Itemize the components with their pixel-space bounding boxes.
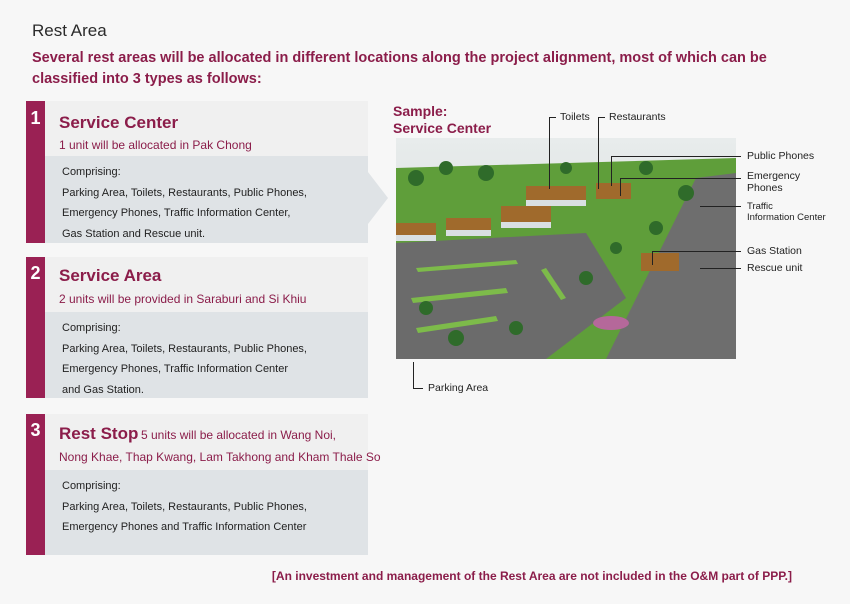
card-item: Parking Area, Toilets, Restaurants, Public Phones, (62, 342, 307, 355)
page-title: Rest Area (32, 21, 107, 40)
label-line: Information Center (747, 212, 826, 223)
card-item: Emergency Phones, Traffic Information Center (62, 363, 289, 375)
card-items (62, 162, 307, 244)
card-subtitle: 5 units will be allocated in Wang Noi, (141, 428, 336, 442)
label-public-phones: Public Phones (747, 150, 815, 162)
card-item: Comprising: (62, 322, 121, 334)
callout-line (413, 362, 414, 388)
card-header (45, 257, 368, 312)
sample-caption-line: Sample: (393, 103, 448, 119)
label-line: Emergency (747, 170, 801, 182)
card-item: Comprising: (62, 166, 121, 178)
sample-caption (393, 103, 491, 137)
card-title: Rest Stop (59, 424, 139, 443)
callout-line (700, 268, 741, 269)
sample-caption-line: Service Center (393, 120, 492, 136)
callout-line (700, 206, 741, 207)
service-center-illustration (396, 138, 736, 359)
card-subtitle: Nong Khae, Thap Kwang, Lam Takhong and Kham Thale So (59, 450, 381, 464)
footnote: [An investment and management of the Rest Area are not included in the O&M part of PPP.] (271, 569, 792, 583)
rest-stop-card (26, 414, 381, 555)
intro-line-2: classified into 3 types as follows: (32, 71, 262, 87)
card-body (45, 470, 368, 555)
card-body (45, 312, 368, 398)
label-emergency-phones (747, 170, 800, 194)
label-traffic-information-center (747, 201, 826, 223)
callout-line (620, 178, 741, 179)
card-title: Service Area (59, 266, 162, 285)
card-subtitle: 1 unit will be allocated in Pak Chong (59, 138, 252, 152)
service-area-card (26, 257, 368, 398)
card-number: 3 (30, 420, 41, 440)
callout-line (549, 117, 556, 118)
card-item: Gas Station and Rescue unit. (62, 227, 206, 240)
callout-line (413, 388, 423, 389)
callout-line (652, 251, 653, 265)
callout-line (549, 117, 550, 189)
label-line: Phones (747, 182, 783, 194)
card-item: Emergency Phones and Traffic Information Center (62, 521, 307, 533)
label-toilets: Toilets (560, 111, 590, 123)
label-restaurants: Restaurants (609, 111, 666, 123)
card-item: and Gas Station. (62, 383, 144, 396)
card-body (45, 156, 368, 243)
pointer-arrow-icon (368, 172, 390, 224)
callout-line (620, 178, 621, 196)
card-items (62, 318, 307, 400)
card-item: Parking Area, Toilets, Restaurants, Public Phones, (62, 500, 307, 513)
callout-line (611, 156, 741, 157)
intro-line-1: Several rest areas will be allocated in different locations along the project alignment, most of which can be (32, 50, 767, 66)
callout-line (598, 117, 599, 189)
label-gas-station: Gas Station (747, 245, 802, 257)
card-number: 1 (30, 108, 41, 128)
callout-line (611, 156, 612, 186)
callout-line (652, 251, 741, 252)
card-title: Service Center (59, 113, 179, 132)
card-header (45, 101, 368, 156)
label-rescue-unit: Rescue unit (747, 262, 803, 274)
card-item: Comprising: (62, 480, 121, 492)
card-header (45, 414, 381, 470)
callout-line (598, 117, 605, 118)
label-parking-area: Parking Area (428, 382, 489, 394)
service-center-card (26, 101, 368, 243)
card-item: Emergency Phones, Traffic Information Center, (62, 207, 291, 219)
card-item: Parking Area, Toilets, Restaurants, Public Phones, (62, 186, 307, 199)
card-subtitle: 2 units will be provided in Saraburi and Si Khiu (59, 292, 307, 306)
label-line: Traffic (747, 201, 773, 212)
card-items (62, 476, 307, 538)
card-number: 2 (30, 263, 41, 283)
